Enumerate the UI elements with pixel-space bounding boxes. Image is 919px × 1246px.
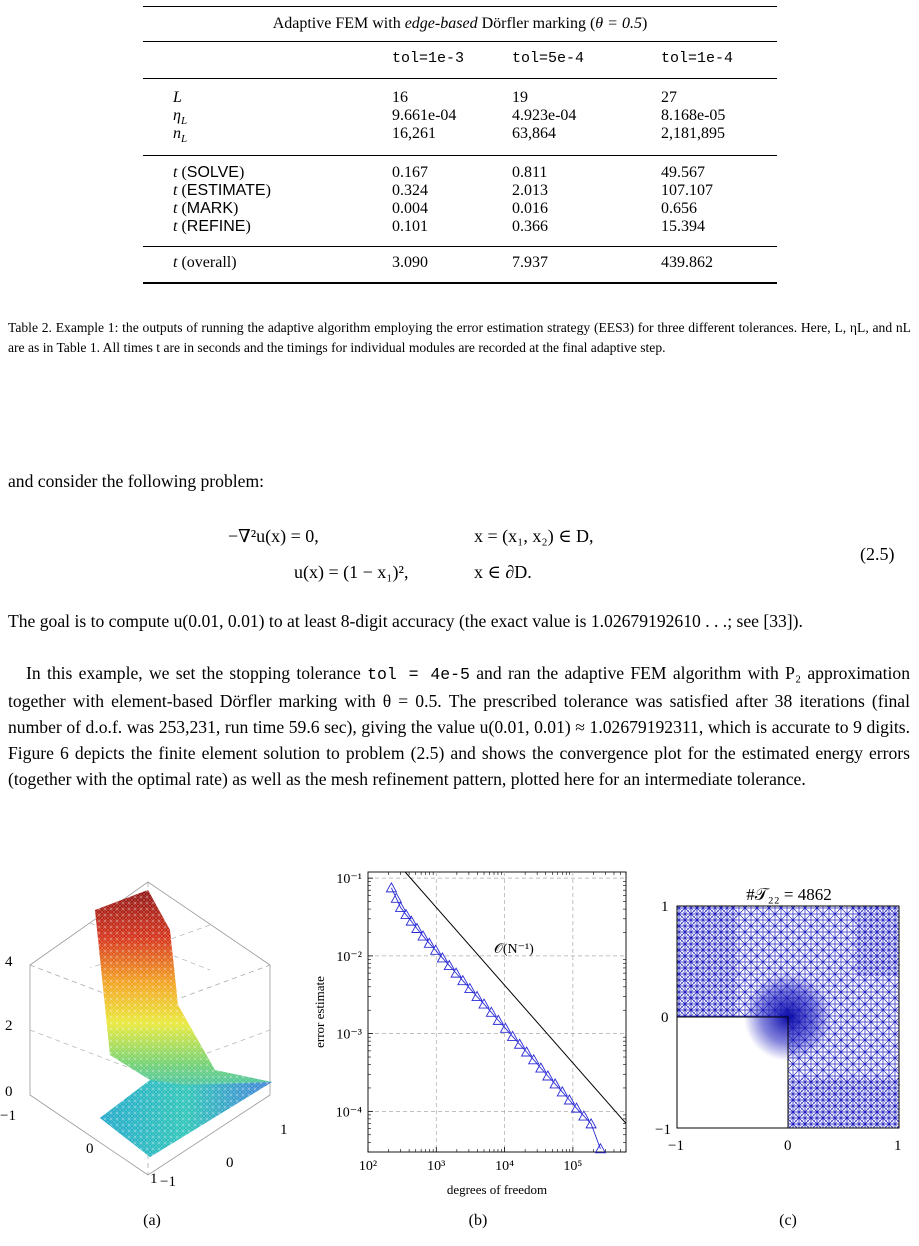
table-cell: 0.167 xyxy=(392,163,428,181)
y-tick-label: 10⁻⁴ xyxy=(335,1105,362,1121)
equation-number: (2.5) xyxy=(860,544,895,564)
column-header: tol=5e-4 xyxy=(512,50,585,68)
table-cell: 439.862 xyxy=(661,254,713,272)
rate-reference-line xyxy=(405,872,626,1123)
table-cell: 9.661e-04 xyxy=(392,106,457,124)
series-line xyxy=(391,888,600,1149)
table-cell: 0.004 xyxy=(392,199,428,217)
table-group-timings xyxy=(143,164,777,236)
x-tick: 1 xyxy=(894,1138,902,1154)
table-cell: 16 xyxy=(392,88,408,106)
table-cell: 7.937 xyxy=(512,254,548,272)
x-tick: 0 xyxy=(784,1138,792,1154)
paragraph-goal: The goal is to compute u(0.01, 0.01) to at least 8-digit accuracy (the exact value is 1.02679192610 . . .; see [33]). xyxy=(8,611,803,631)
table-cell: 19 xyxy=(512,88,528,106)
axis-ticks xyxy=(336,872,626,1174)
x-tick: 1 xyxy=(150,1171,158,1187)
table-header-row xyxy=(143,50,777,68)
mesh-title: #𝒯₂₂ = 4862 xyxy=(746,885,832,904)
paragraph-intro: and consider the following problem: xyxy=(8,471,265,491)
x-tick-label: 10² xyxy=(358,1159,378,1174)
table-row xyxy=(143,124,777,146)
y-tick: 0 xyxy=(661,1010,669,1026)
table-cell: 0.101 xyxy=(392,217,428,235)
table-cell: 4.923e-04 xyxy=(512,106,577,124)
y-tick-label: 10⁻¹ xyxy=(336,872,362,888)
table-cell: 2.013 xyxy=(512,181,548,199)
table-cell: 49.567 xyxy=(661,163,705,181)
x-tick: 0 xyxy=(86,1141,94,1157)
y-tick: 1 xyxy=(280,1122,288,1138)
table-row xyxy=(143,200,777,218)
table-bottom-rule xyxy=(143,282,777,283)
table-title: Adaptive FEM with edge-based Dörfler marking (θ = 0.5) xyxy=(272,15,648,33)
table-cell: 107.107 xyxy=(661,181,713,199)
row-label: L xyxy=(173,88,182,106)
subfigure-label-c: (c) xyxy=(779,1212,797,1229)
row-label: t (MARK) xyxy=(173,199,239,217)
x-tick-label: 10³ xyxy=(427,1159,446,1174)
figure-c-mesh-plot xyxy=(655,878,919,1208)
row-label: t (ESTIMATE) xyxy=(173,181,271,199)
equation-line1-lhs: −∇²u(x) = 0, xyxy=(228,526,319,546)
table-cell: 0.016 xyxy=(512,199,548,217)
data-point xyxy=(386,883,396,892)
y-axis-label: error estimate xyxy=(312,976,327,1048)
y-tick: 1 xyxy=(661,899,669,915)
y-tick: −1 xyxy=(655,1122,671,1138)
table-cell: 16,261 xyxy=(392,124,436,142)
z-tick: 0 xyxy=(5,1084,13,1100)
table-cell: 8.168e-05 xyxy=(661,106,726,124)
table-cell: 0.366 xyxy=(512,217,548,235)
subfigure-label-b: (b) xyxy=(468,1212,488,1229)
table-row xyxy=(143,218,777,236)
table-cell: 27 xyxy=(661,88,677,106)
subfigure-label-a: (a) xyxy=(143,1212,161,1229)
y-tick: 0 xyxy=(226,1155,234,1171)
table-cell: 0.656 xyxy=(661,199,697,217)
z-tick: 2 xyxy=(5,1018,13,1034)
inline-code: tol = 4e-5 xyxy=(367,665,470,684)
table-row xyxy=(143,89,777,107)
paragraph-example: In this example, we set the stopping tolerance tol = 4e-5 and ran the adaptive FEM algorithm with P₂ approximation together with element-based Dörfler marking with θ = 0.5. The prescribed tolerance was satisfied after 38 iterations (final number of d.o.f. was 253,231, run time 59.6 sec), giving the value u(0.01, 0.01) ≈ 1.02679192311, which is accurate to 9 digits. Figure 6 depicts the finite element solution to problem (2.5) and shows the convergence plot for the estimated energy errors (together with the optimal rate) as well as the mesh refinement pattern, plotted here for an intermediate tolerance. xyxy=(8,663,910,789)
table-cell: 2,181,895 xyxy=(661,124,725,142)
plot-frame xyxy=(368,872,626,1152)
table-caption: Table 2. Example 1: the outputs of running the adaptive algorithm employing the error estimation strategy (EES3) for three different tolerances. Here, L, ηL, and nL are as in Table 1. All times t are in seconds and the timings for individual modules are recorded at the final adaptive step. xyxy=(8,320,911,355)
equation-line2-rhs: x ∈ ∂D. xyxy=(474,562,532,582)
table-cell: 3.090 xyxy=(392,254,428,272)
figure-a-surface-plot xyxy=(0,870,300,1190)
equation-line2-lhs: u(x) = (1 − x₁)², xyxy=(294,562,409,582)
table-row-overall: t (overall) 3.090 7.937 439.862 xyxy=(173,254,713,272)
z-tick: 4 xyxy=(5,954,13,970)
row-label: t (SOLVE) xyxy=(173,163,245,181)
table-cell: 63,864 xyxy=(512,124,556,142)
x-axis-label: degrees of freedom xyxy=(446,1182,548,1197)
y-tick: −1 xyxy=(160,1174,176,1190)
results-table xyxy=(143,6,777,284)
x-tick-label: 10⁵ xyxy=(563,1159,583,1174)
table-row xyxy=(143,182,777,200)
x-tick-label: 10⁴ xyxy=(495,1159,515,1174)
table-row xyxy=(143,106,777,128)
column-header: tol=1e-3 xyxy=(392,50,465,68)
rate-label: 𝒪(N⁻¹) xyxy=(494,942,534,957)
figure-b-convergence-plot xyxy=(312,872,638,1202)
row-label: $\eta_L$ xyxy=(173,106,188,128)
y-tick-label: 10⁻² xyxy=(336,949,362,965)
row-label: t (REFINE) xyxy=(173,217,251,235)
table-cell: 0.324 xyxy=(392,181,428,199)
column-header: tol=1e-4 xyxy=(661,50,734,68)
x-tick: −1 xyxy=(0,1108,16,1124)
table-cell: 0.811 xyxy=(512,163,548,181)
equation-line1-rhs: x = (x₁, x₂) ∈ D, xyxy=(474,526,594,546)
solution-surface xyxy=(95,890,272,1157)
y-tick-label: 10⁻³ xyxy=(336,1027,362,1043)
grid xyxy=(368,872,626,1152)
x-tick: −1 xyxy=(668,1138,684,1154)
table-group-levels xyxy=(143,88,777,146)
row-label: $n_L$ xyxy=(173,124,188,146)
table-cell: 15.394 xyxy=(661,217,705,235)
table-row xyxy=(143,164,777,182)
